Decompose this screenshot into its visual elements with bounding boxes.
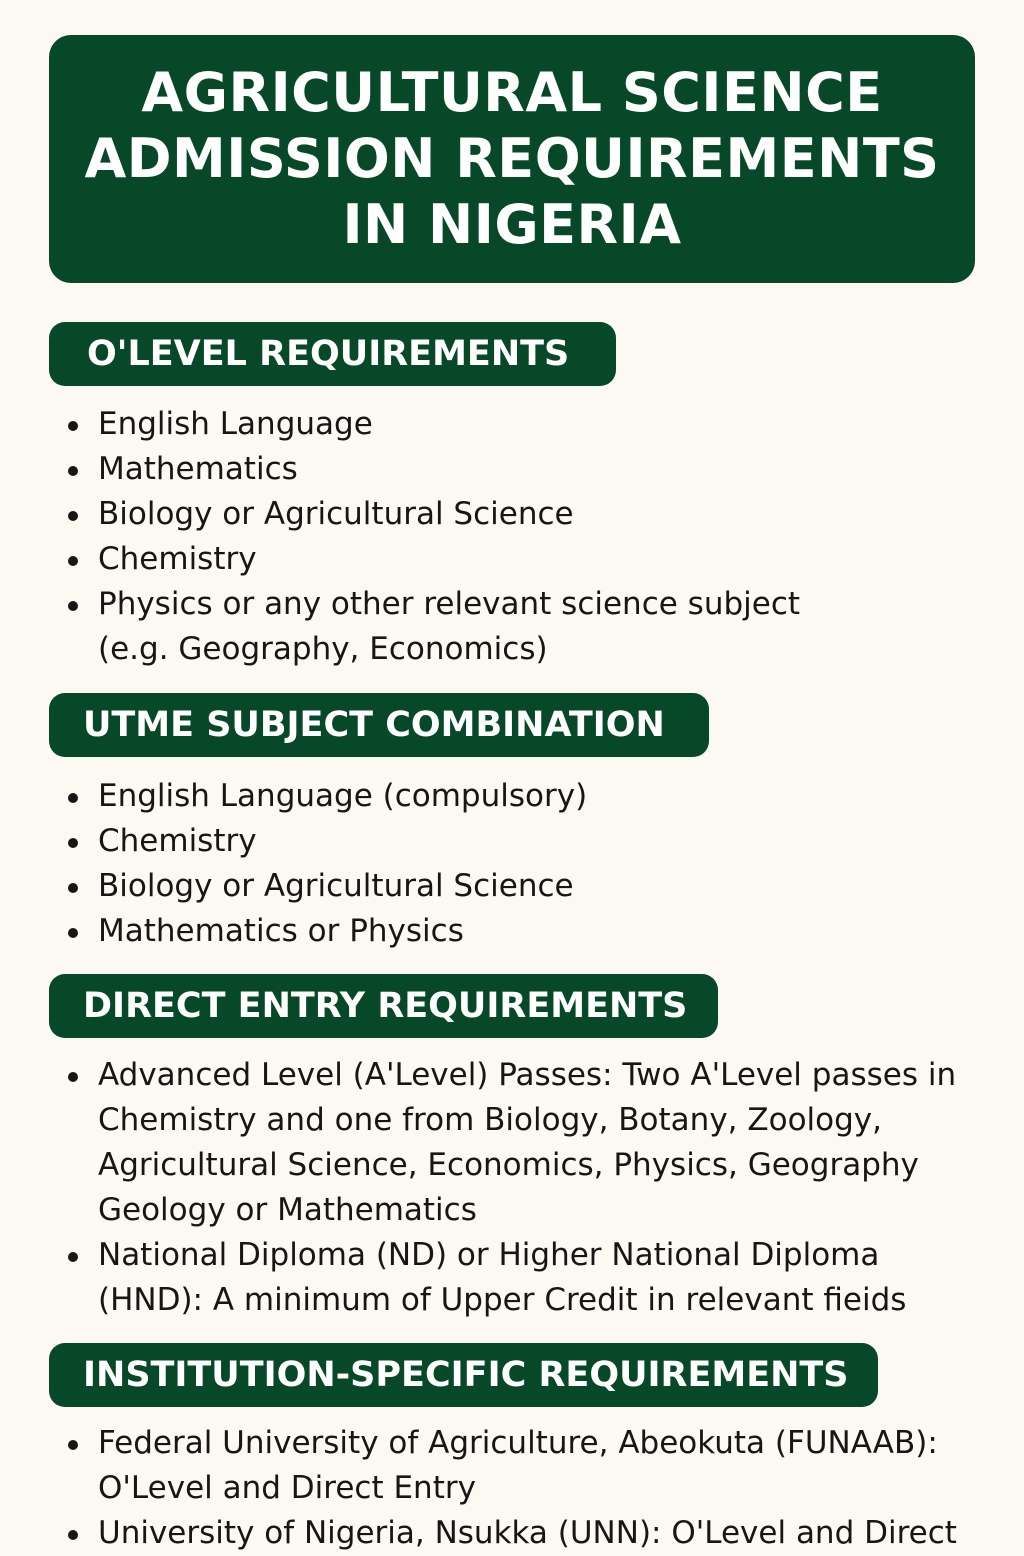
list-item: Advanced Level (A'Level) Passes: Two A'Level passes in Chemistry and one from Biology, Botany, Zoology, Agricultural Science, Economics, Physics, Geography Geology or Mathematics xyxy=(62,1053,972,1233)
list-item: Chemistry xyxy=(62,537,972,582)
list-item: Physics or any other relevant science subject (e.g. Geography, Economics) xyxy=(62,582,818,672)
list-item: National Diploma (ND) or Higher National Diploma (HND): A minimum of Upper Credit in relevant fieids xyxy=(62,1233,918,1323)
olevel-section-heading: O'LEVEL REQUIREMENTS xyxy=(49,322,616,386)
utme-section-heading: UTME SUBJECT COMBINATION xyxy=(49,693,709,757)
institution-section-heading: INSTITUTION-SPECIFIC REQUIREMENTS xyxy=(49,1343,878,1407)
direct-entry-list xyxy=(62,1053,972,1323)
list-item: Biology or Agricultural Science xyxy=(62,864,972,909)
utme-combination-list xyxy=(62,774,972,954)
list-item: Chemistry xyxy=(62,819,972,864)
list-item: Biology or Agricultural Science xyxy=(62,492,972,537)
title-line-3: IN NIGERIA xyxy=(342,193,682,256)
title-line-1: AGRICULTURAL SCIENCE xyxy=(141,61,883,124)
page-title-banner xyxy=(49,35,975,283)
list-item: Mathematics or Physics xyxy=(62,909,972,954)
page-title xyxy=(64,60,959,258)
title-line-2: ADMISSION REQUIREMENTS xyxy=(84,127,940,190)
direct-entry-section-heading: DIRECT ENTRY REQUIREMENTS xyxy=(49,974,718,1038)
olevel-requirements-list xyxy=(62,402,972,672)
list-item: English Language (compulsory) xyxy=(62,774,972,819)
list-item: Mathematics xyxy=(62,447,972,492)
list-item: Federal University of Agriculture, Abeokuta (FUNAAB): O'Level and Direct Entry xyxy=(62,1421,972,1511)
list-item: University of Nigeria, Nsukka (UNN): O'Level and Direct xyxy=(62,1511,972,1556)
list-item: English Language xyxy=(62,402,972,447)
